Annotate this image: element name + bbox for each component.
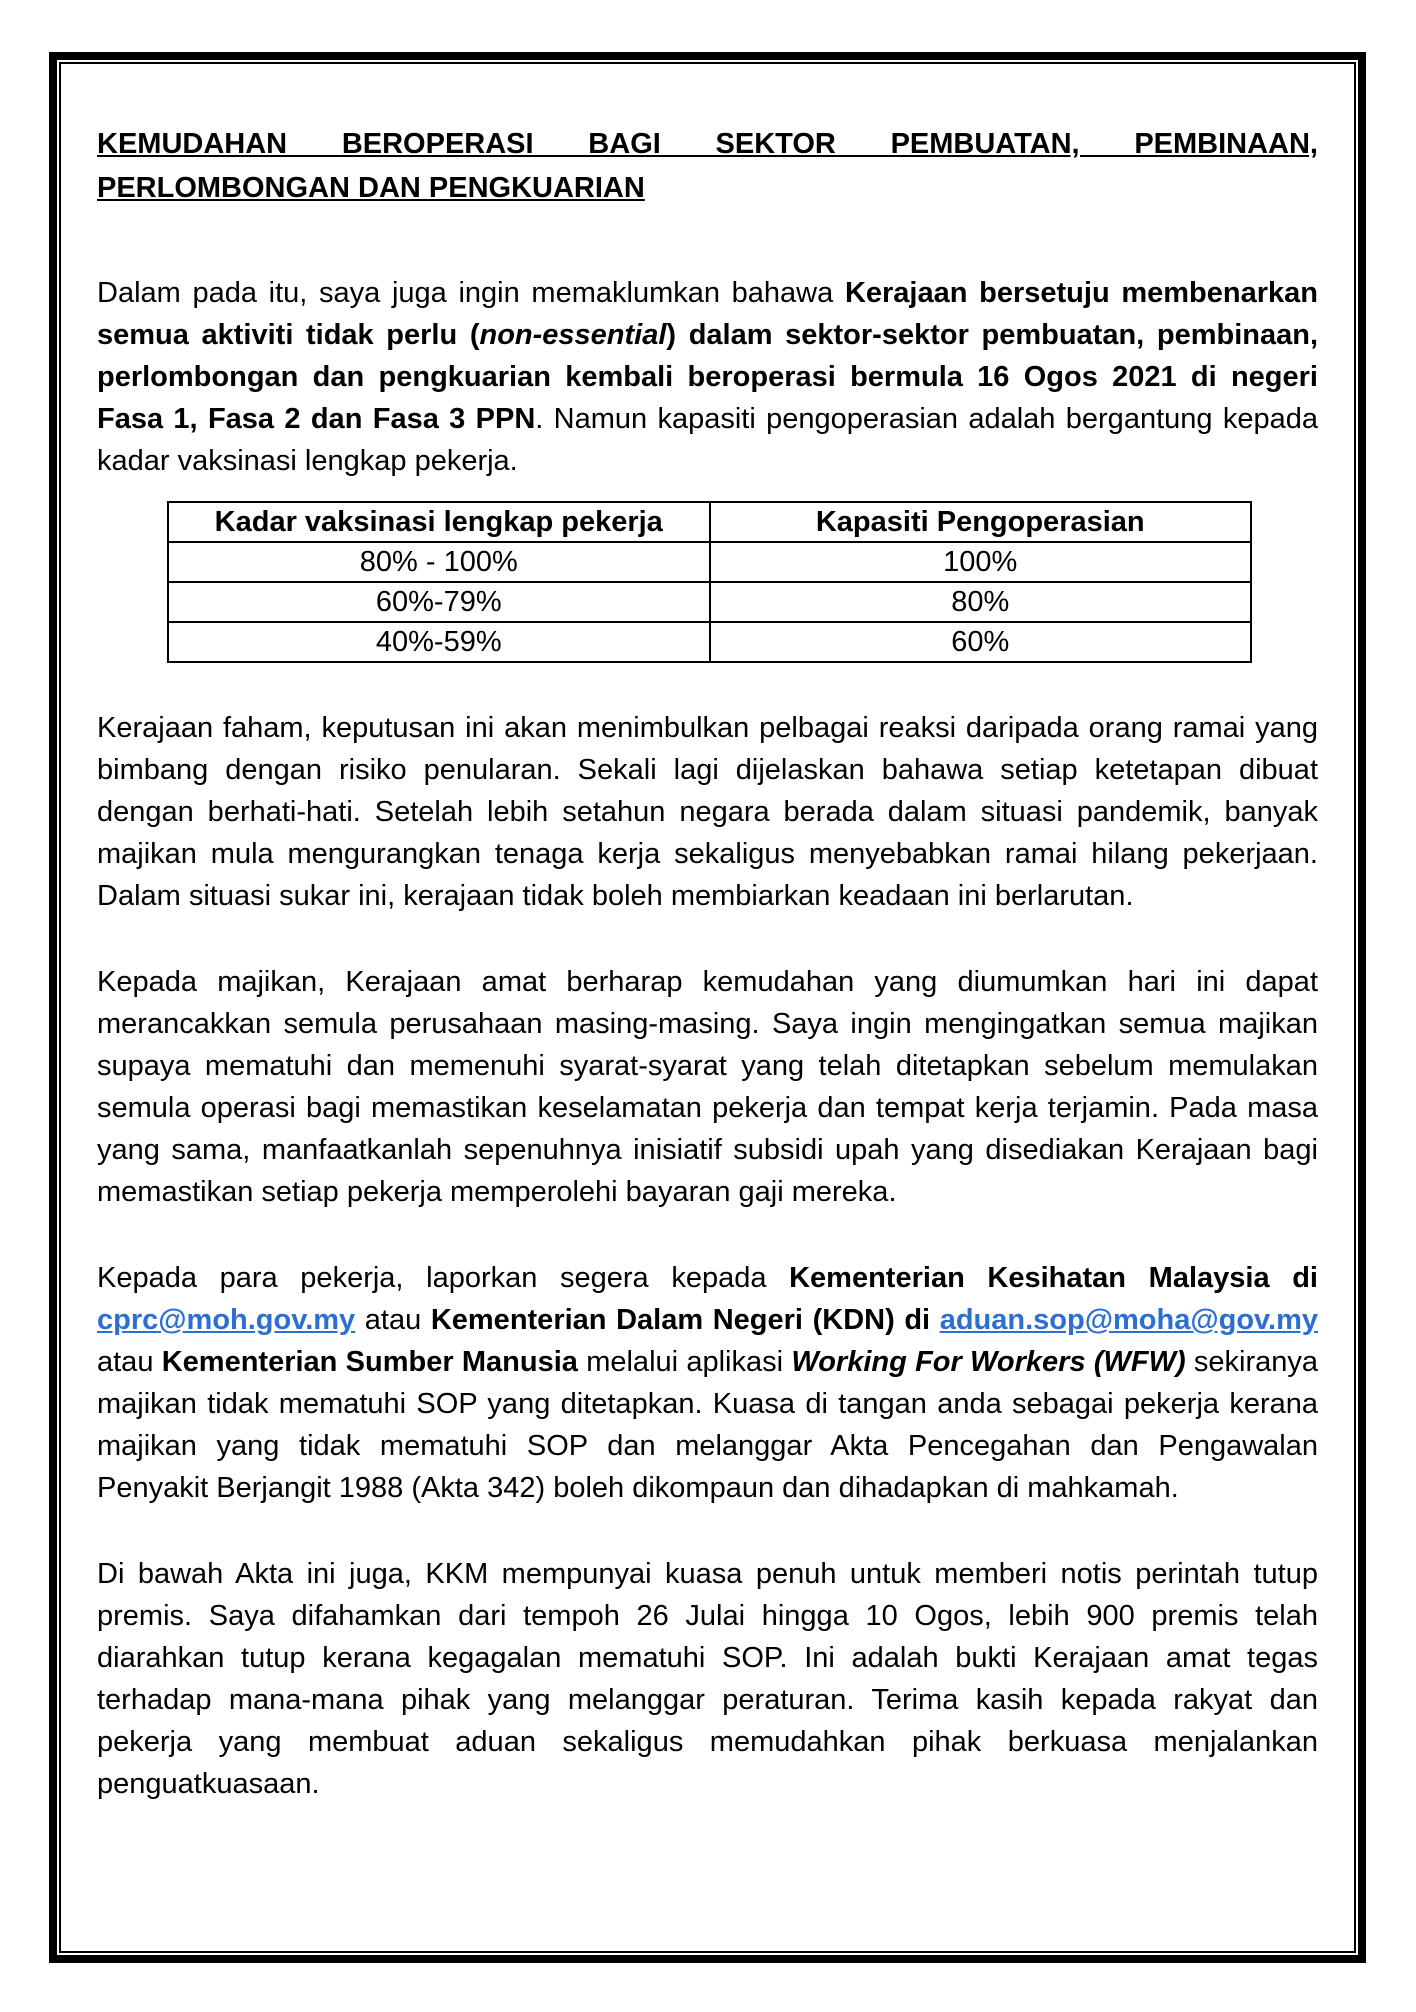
text-run-bold: Kementerian Dalam Negeri (KDN) di bbox=[430, 1304, 940, 1336]
title-line-1: KEMUDAHAN BEROPERASI BAGI SEKTOR PEMBUATAN, PEMBINAAN, bbox=[97, 128, 1318, 160]
document-content bbox=[61, 64, 1354, 1951]
document-title bbox=[97, 122, 1318, 210]
page-border-frame bbox=[49, 52, 1366, 1963]
text-run-bold-italic: Working For Workers (WFW) bbox=[791, 1346, 1186, 1378]
text-run-bold: Kementerian Sumber Manusia bbox=[161, 1346, 578, 1378]
text-run-bold-italic: non-essential bbox=[479, 319, 667, 351]
table-cell: 80% bbox=[710, 582, 1252, 622]
table-header-cell-vaccination-rate: Kadar vaksinasi lengkap pekerja bbox=[168, 502, 710, 542]
text-run: atau bbox=[97, 1346, 162, 1378]
paragraph-announcement bbox=[97, 272, 1318, 482]
title-line-2: PERLOMBONGAN DAN PENGKUARIAN bbox=[97, 172, 645, 204]
table-header-cell-operating-capacity: Kapasiti Pengoperasian bbox=[710, 502, 1252, 542]
table-row bbox=[168, 622, 1251, 662]
paragraph-public-reaction: Kerajaan faham, keputusan ini akan menimbulkan pelbagai reaksi daripada orang ramai yang bimbang dengan risiko penularan. Sekali lagi dijelaskan bahawa setiap ketetapan dibuat dengan berhati-hati. Setelah lebih setahun negara berada dalam situasi pandemik, banyak majikan mula mengurangkan tenaga kerja sekaligus menyebabkan ramai hilang pekerjaan. Dalam situasi sukar ini, kerajaan tidak boleh membiarkan keadaan ini berlarutan. bbox=[97, 712, 1318, 912]
text-run: melalui aplikasi bbox=[577, 1346, 792, 1378]
text-run-bold: Kementerian Kesihatan Malaysia di bbox=[789, 1262, 1318, 1294]
text-run: . Namun kapasiti pengoperasian adalah bergantung kepada kadar vaksinasi lengkap pekerja. bbox=[97, 403, 1318, 477]
text-run: atau bbox=[355, 1304, 431, 1336]
page-border-inner bbox=[59, 62, 1356, 1953]
table-cell: 40%-59% bbox=[168, 622, 710, 662]
text-run: sekiranya majikan tidak mematuhi SOP yang ditetapkan. Kuasa di tangan anda sebagai pekerja kerana majikan yang tidak mematuhi SOP dan melanggar Akta Pencegahan dan Pengawalan Penyakit Berjangit 1988 (Akta 342) boleh dikompaun dan dihadapkan di mahkamah. bbox=[97, 1346, 1319, 1504]
vaccination-capacity-table bbox=[167, 501, 1252, 663]
table-cell: 100% bbox=[710, 542, 1252, 582]
table-header-row bbox=[168, 502, 1251, 542]
moha-email-link[interactable]: aduan.sop@moha@gov.my bbox=[939, 1304, 1318, 1336]
moh-email-link[interactable]: cprc@moh.gov.my bbox=[97, 1304, 356, 1336]
paragraph-enforcement: Di bawah Akta ini juga, KKM mempunyai kuasa penuh untuk memberi notis perintah tutup premis. Saya difahamkan dari tempoh 26 Julai hingga 10 Ogos, lebih 900 premis telah diarahkan tutup kerana kegagalan mematuhi SOP. Ini adalah bukti Kerajaan amat tegas terhadap mana-mana pihak yang melanggar peraturan. Terima kasih kepada rakyat dan pekerja yang membuat aduan sekaligus memudahkan pihak berkuasa menjalankan penguatkuasaan. bbox=[97, 1558, 1318, 1800]
paragraph-employers: Kepada majikan, Kerajaan amat berharap kemudahan yang diumumkan hari ini dapat merancakkan semula perusahaan masing-masing. Saya ingin mengingatkan semua majikan supaya mematuhi dan memenuhi syarat-syarat yang telah ditetapkan sebelum memulakan semula operasi bagi memastikan keselamatan pekerja dan tempat kerja terjamin. Pada masa yang sama, manfaatkanlah sepenuhnya inisiatif subsidi upah yang disediakan Kerajaan bagi memastikan setiap pekerja memperolehi bayaran gaji mereka. bbox=[97, 966, 1318, 1208]
table-cell: 80% - 100% bbox=[168, 542, 710, 582]
table-cell: 60%-79% bbox=[168, 582, 710, 622]
text-run: Dalam pada itu, saya juga ingin memaklumkan bahawa bbox=[97, 277, 845, 309]
text-run: Kepada para pekerja, laporkan segera kepada bbox=[97, 1262, 790, 1294]
text-run-bold: Kerajaan bersetuju membenarkan semua aktiviti tidak perlu ( bbox=[97, 277, 1318, 351]
paragraph-workers-report bbox=[97, 1257, 1318, 1509]
table-cell: 60% bbox=[710, 622, 1252, 662]
table-row bbox=[168, 542, 1251, 582]
table-row bbox=[168, 582, 1251, 622]
text-run-bold: ) dalam sektor-sektor pembuatan, pembinaan, perlombongan dan pengkuarian kembali beroperasi bermula 16 Ogos 2021 di negeri Fasa 1, Fasa 2 dan Fasa 3 PPN bbox=[97, 319, 1318, 435]
